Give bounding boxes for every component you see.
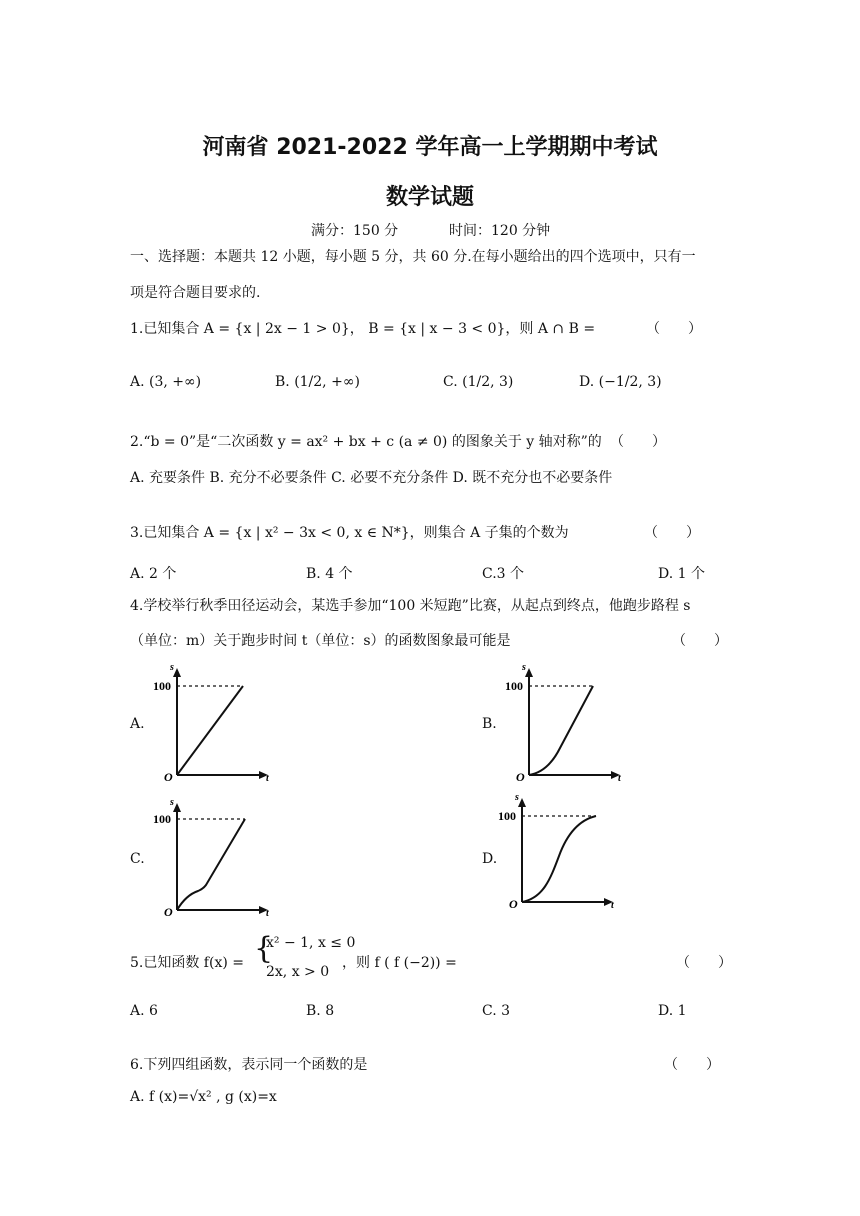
q5-brace: {	[254, 931, 274, 966]
section-instruction-line1: 一、选择题：本题共 12 小题，每小题 5 分，共 60 分.在每小题给出的四个选项中，只有一	[130, 249, 696, 265]
exam-subtitle: 数学试题	[385, 185, 474, 210]
q4-graph-d-level-label: 100	[498, 809, 516, 823]
q1-option-c: C. (1/2, 3)	[443, 374, 514, 390]
q4-graph-b-level-label: 100	[505, 679, 523, 693]
q1-option-d: D. (−1/2, 3)	[579, 374, 662, 390]
q6-stem: 6.下列四组函数，表示同一个函数的是	[130, 1057, 368, 1073]
q4-graph-b-x-label: t	[618, 773, 621, 784]
q1-option-a: A. (3, +∞)	[130, 374, 202, 390]
q5-option-b: B. 8	[306, 1003, 335, 1019]
q4-graph-c-x-label: t	[266, 908, 269, 919]
q5-answer-paren: （ ）	[676, 955, 732, 971]
q6-option-a: A. f (x)=√x² , g (x)=x	[130, 1089, 277, 1105]
q4-option-b-label: B.	[482, 716, 497, 732]
q6-answer-paren: （ ）	[664, 1057, 720, 1073]
q5-option-a: A. 6	[130, 1003, 158, 1019]
exam-time: 时间：120 分钟	[449, 223, 551, 239]
q1-stem: 1.已知集合 A = {x | 2x − 1 > 0}， B = {x | x − 3 < 0}，则 A ∩ B =	[130, 321, 596, 337]
q4-answer-paren: （ ）	[672, 633, 728, 649]
q4-graph-b-origin: O	[516, 770, 525, 784]
q2-stem: 2.“b = 0”是“二次函数 y = ax² + bx + c (a ≠ 0) 的图象关于 y 轴对称”的	[130, 434, 602, 450]
section-instruction-line2: 项是符合题目要求的.	[130, 285, 261, 301]
q4-graph-b-y-label: s	[522, 662, 526, 673]
q4-option-a-label: A.	[130, 716, 145, 732]
q4-option-d-label: D.	[482, 851, 498, 867]
q2-options: A. 充要条件 B. 充分不必要条件 C. 必要不充分条件 D. 既不充分也不必要条件	[130, 470, 613, 486]
q4-graph-d	[495, 790, 620, 915]
q5-ask: ，则 f ( f (−2)) =	[342, 955, 457, 971]
q5-option-d: D. 1	[658, 1003, 687, 1019]
q5-case-2: 2x, x > 0	[266, 964, 330, 980]
q3-answer-paren: （ ）	[644, 525, 700, 541]
q5-stem: 5.已知函数 f(x) =	[130, 955, 244, 971]
q4-graph-c-level-label: 100	[153, 812, 171, 826]
q3-stem: 3.已知集合 A = {x | x² − 3x < 0, x ∈ N*}，则集合 A 子集的个数为	[130, 525, 569, 541]
exam-title: 河南省 2021-2022 学年高一上学期期中考试	[202, 135, 658, 160]
q3-option-a: A. 2 个	[130, 566, 177, 582]
q3-option-d: D. 1 个	[658, 566, 705, 582]
q2-answer-paren: （ ）	[610, 434, 666, 450]
q3-option-c: C.3 个	[482, 566, 525, 582]
q4-graph-d-x-label: t	[611, 900, 614, 911]
q4-graph-a-origin: O	[164, 770, 173, 784]
q4-graph-d-origin: O	[509, 897, 518, 911]
q1-option-b: B. (1/2, +∞)	[275, 374, 360, 390]
q4-graph-d-y-label: s	[515, 792, 519, 803]
q4-stem-line2: （单位：m）关于跑步时间 t（单位：s）的函数图象最可能是	[130, 633, 511, 649]
q4-graph-c	[150, 795, 275, 920]
q4-graph-c-origin: O	[164, 905, 173, 919]
q4-graph-a	[150, 660, 275, 785]
q4-graph-b	[502, 660, 627, 785]
q4-option-c-label: C.	[130, 851, 145, 867]
q4-graph-a-y-label: s	[170, 662, 174, 673]
q3-option-b: B. 4 个	[306, 566, 353, 582]
q4-graph-a-level-label: 100	[153, 679, 171, 693]
q4-graph-c-y-label: s	[170, 797, 174, 808]
full-score: 满分：150 分	[311, 223, 399, 239]
q4-graph-a-x-label: t	[266, 773, 269, 784]
q4-stem-line1: 4.学校举行秋季田径运动会，某选手参加“100 米短跑”比赛，从起点到终点，他跑步路程 s	[130, 598, 691, 614]
q5-option-c: C. 3	[482, 1003, 511, 1019]
q1-answer-paren: （ ）	[646, 321, 702, 337]
q5-case-1: x² − 1, x ≤ 0	[266, 935, 356, 951]
